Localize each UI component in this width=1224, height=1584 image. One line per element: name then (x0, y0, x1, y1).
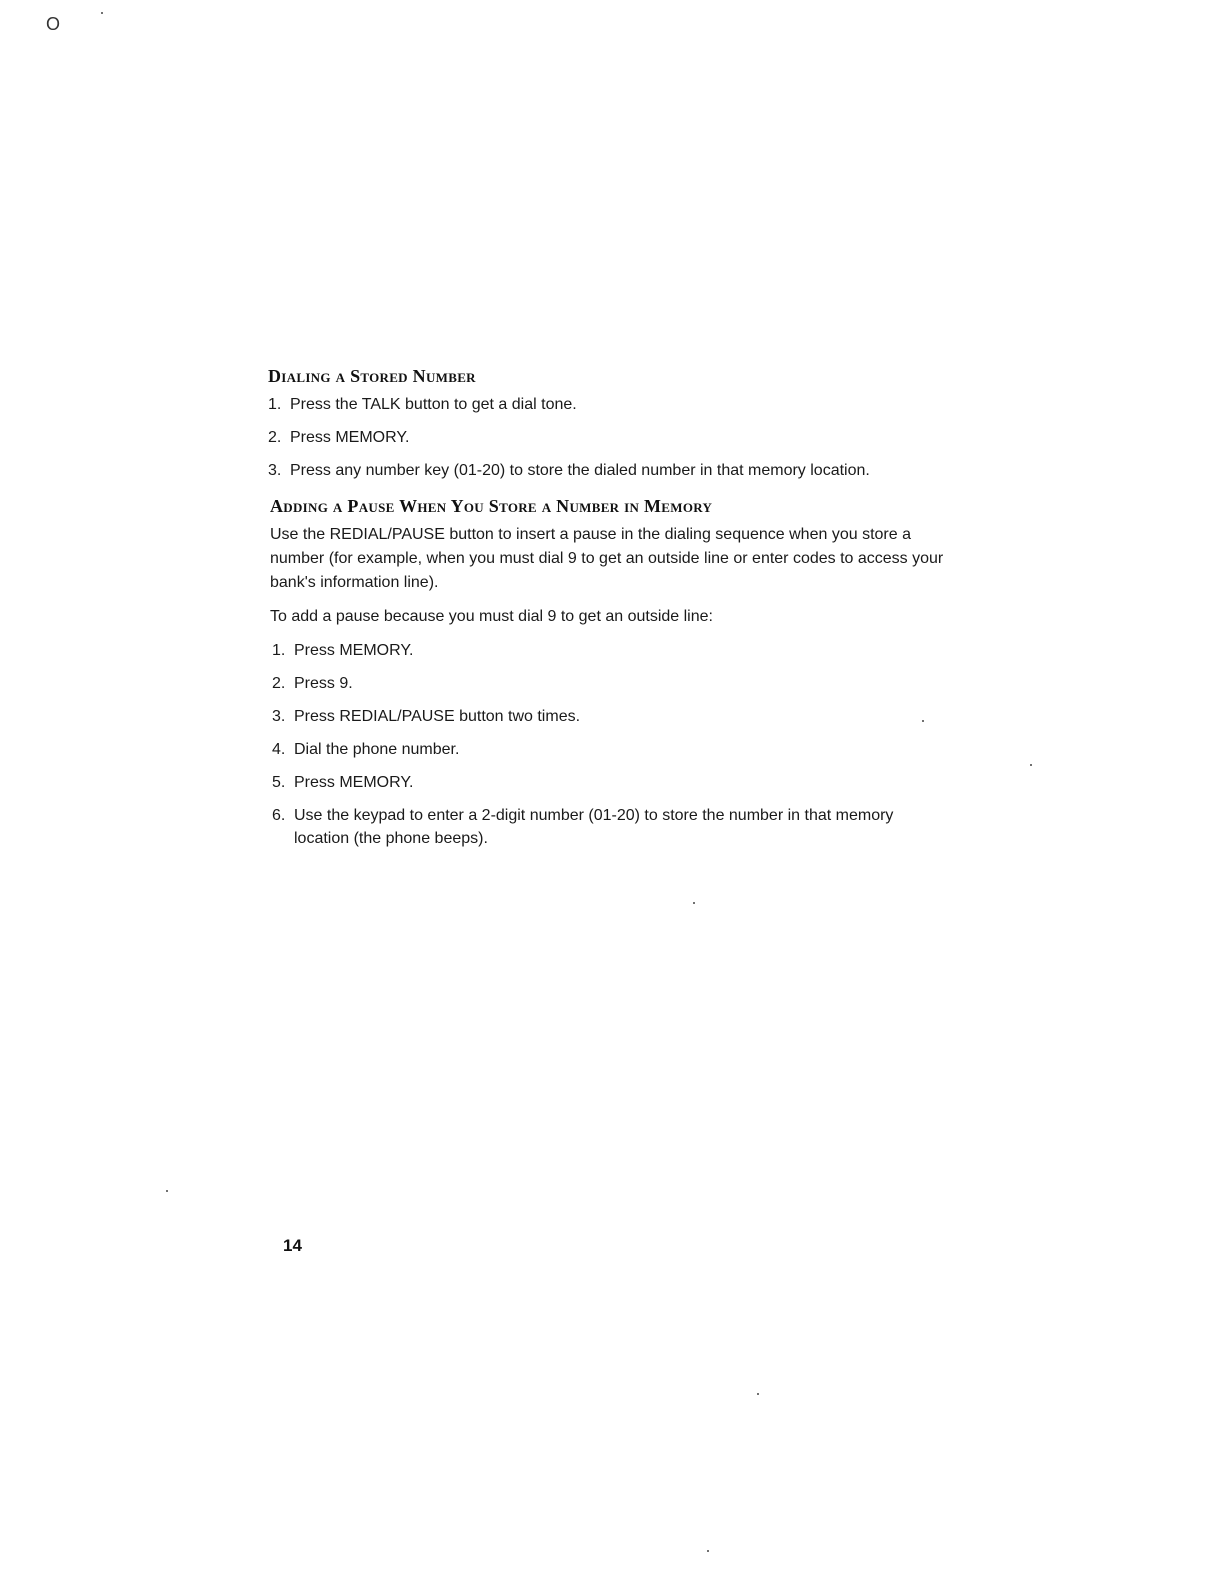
list-item (268, 426, 948, 449)
step-number: 6. (272, 807, 286, 824)
step-number: 1. (268, 396, 282, 413)
step-number: 1. (272, 642, 286, 659)
section-intro: Use the REDIAL/PAUSE button to insert a pause in the dialing sequence when you store a number (for example, when you must dial 9 to get an outside line or enter codes to access your bank's information line). (270, 526, 944, 591)
list-item (268, 459, 948, 482)
scan-speck (707, 1550, 709, 1552)
pause-steps-list (272, 639, 948, 850)
step-text: Press the TALK button to get a dial tone. (290, 396, 577, 413)
step-number: 3. (268, 462, 282, 479)
scan-speck (166, 1190, 168, 1192)
step-number: 5. (272, 774, 286, 791)
step-text: Press MEMORY. (294, 774, 414, 791)
scan-speck (1030, 764, 1032, 766)
section-heading-adding-pause: Adding a Pause When You Store a Number in Memory (270, 496, 713, 516)
step-text: Press REDIAL/PAUSE button two times. (294, 708, 581, 725)
list-item (272, 804, 948, 850)
step-text: Press MEMORY. (294, 642, 414, 659)
scan-speck (101, 12, 103, 14)
step-number: 4. (272, 741, 286, 758)
page-number: 14 (283, 1236, 302, 1255)
step-number: 2. (268, 429, 282, 446)
list-item (272, 738, 948, 761)
step-text: Press MEMORY. (290, 429, 410, 446)
list-item (272, 705, 948, 728)
step-number: 3. (272, 708, 286, 725)
dialing-steps-list (268, 393, 948, 482)
step-text: Press 9. (294, 675, 353, 692)
list-item (272, 672, 948, 695)
section-heading-dialing-stored-number: Dialing a Stored Number (268, 366, 476, 386)
manual-content (268, 366, 948, 860)
section-lead: To add a pause because you must dial 9 to get an outside line: (270, 608, 713, 625)
step-number: 2. (272, 675, 286, 692)
step-text: Press any number key (01-20) to store the dialed number in that memory location. (290, 462, 870, 479)
step-text: Use the keypad to enter a 2-digit number (01-20) to store the number in that memory location (the phone beeps). (294, 807, 894, 847)
list-item (268, 393, 948, 416)
scan-speck (693, 902, 695, 904)
step-text: Dial the phone number. (294, 741, 460, 758)
corner-mark: O (46, 14, 61, 34)
scan-speck (757, 1393, 759, 1395)
list-item (272, 639, 948, 662)
list-item (272, 771, 948, 794)
